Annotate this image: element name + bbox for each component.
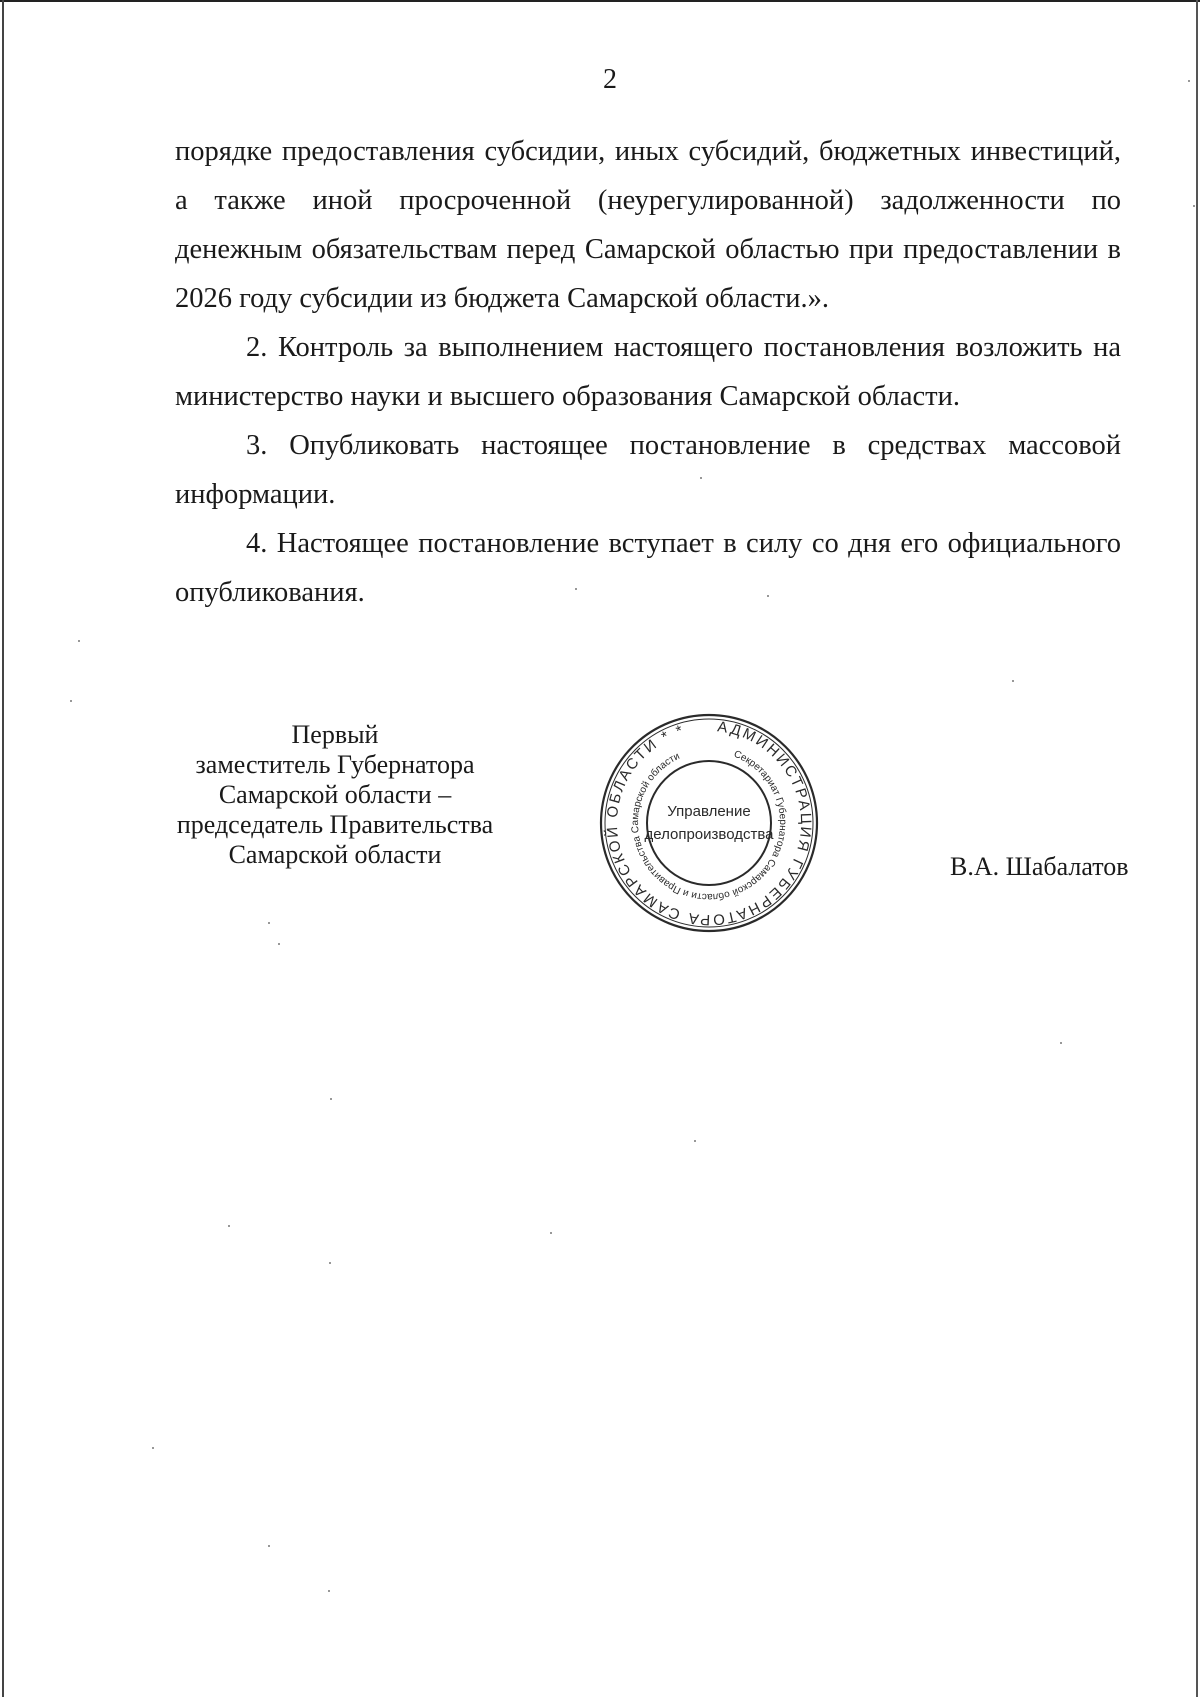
position-line: Первый [291,720,379,749]
scan-speck [1012,680,1014,682]
scan-speck [550,1232,552,1234]
signatory-name: В.А. Шабалатов [950,852,1129,881]
scan-speck [268,922,270,924]
paragraph-item-2: 2. Контроль за выполнением настоящего постановления возложить на министерство науки и высшего образования Самарской области. [175,332,1121,412]
scan-speck [328,1590,330,1592]
scan-speck [575,588,577,590]
scan-speck [767,595,769,597]
scan-speck [694,1140,696,1142]
scan-border-top [0,0,1200,2]
paragraph-item-3: 3. Опубликовать настоящее постановление в средствах массовой информации. [175,430,1121,510]
seal-inner-text: Секретариат Губернатора Самарской области и Правительства Самарской области [629,748,789,903]
seal-center-line-2: делопроизводства [644,826,774,843]
position-line: Самарской области – [218,780,452,809]
paragraph-continuation: порядке предоставления субсидии, иных субсидий, бюджетных инвестиций, а также иной просроченной (неурегулированной) задолженности по денежным обязательствам перед Самарской областью при предоставлении в 2026 году субсидии из бюджета Самарской области.». [175,136,1121,314]
scan-speck [1193,205,1195,207]
seal-inner-ring [647,761,771,885]
scan-speck [78,640,80,642]
scan-border-left [2,0,4,1697]
scan-speck [1188,80,1190,82]
scan-border-right [1196,0,1198,1697]
scan-speck [152,1447,154,1449]
position-line: председатель Правительства [176,810,494,839]
document-body [175,127,1121,617]
scan-speck [700,477,702,479]
seal-graphic [598,712,820,934]
scan-speck [268,1545,270,1547]
position-line: заместитель Губернатора [195,750,475,779]
scan-speck [228,1225,230,1227]
page-number: 2 [603,64,617,95]
position-line: Самарской области [228,840,442,869]
scan-speck [1060,1042,1062,1044]
seal-center-line-1: Управление [667,803,751,820]
seal-outer-text: АДМИНИСТРАЦИЯ ГУБЕРНАТОРА САМАРСКОЙ ОБЛАСТИ * * [603,718,815,929]
signatory-position [150,720,520,870]
scan-speck [70,700,72,702]
official-seal-stamp [598,712,820,934]
scan-speck [329,1262,331,1264]
paragraph-item-4: 4. Настоящее постановление вступает в силу со дня его официального опубликования. [175,528,1121,608]
scan-speck [278,943,280,945]
scan-speck [330,1098,332,1100]
